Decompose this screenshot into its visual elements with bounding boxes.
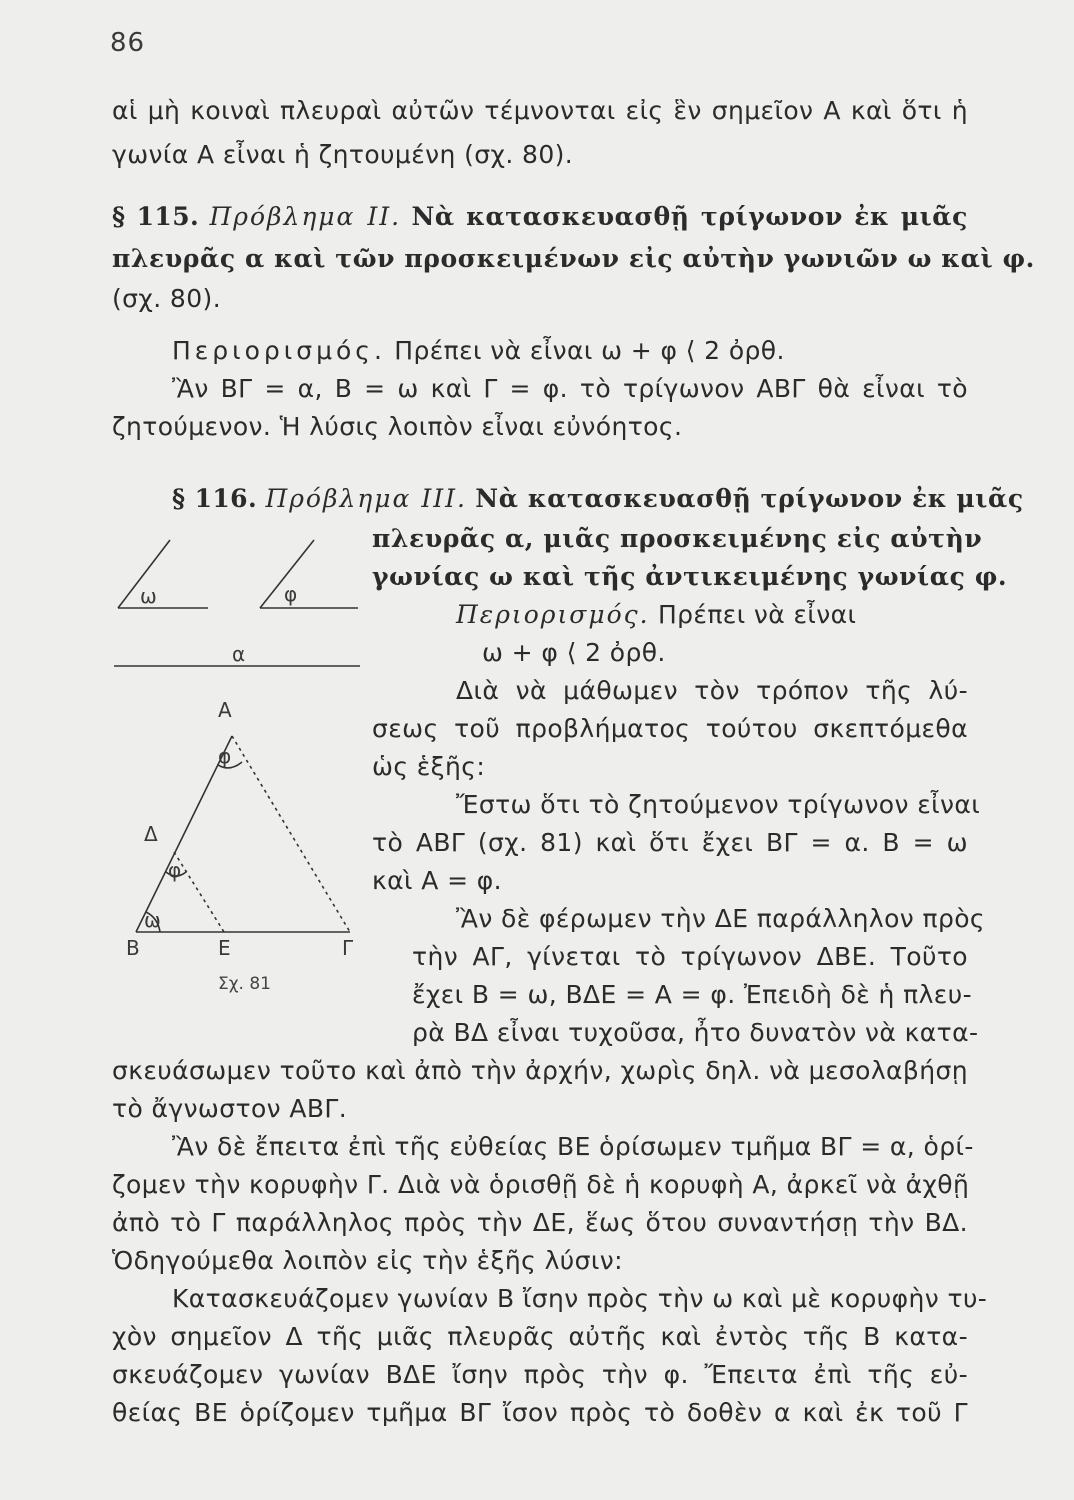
figure-81 — [100, 500, 380, 1000]
text-line: ρὰ ΒΔ εἶναι τυχοῦσα, ἦτο δυνατὸν νὰ κατα- — [412, 1018, 979, 1047]
text-line: θείας ΒΕ ὁρίζομεν τμῆμα ΒΓ ἴσον πρὸς τὸ δοθὲν α καὶ ἐκ τοῦ Γ — [112, 1398, 968, 1427]
text-line: αἱ μὴ κοιναὶ πλευραὶ αὐτῶν τέμνονται εἰς ἓν σημεῖον Α καὶ ὅτι ἡ — [112, 96, 968, 125]
text-line: τὸ ἄγνωστον ΑΒΓ. — [112, 1094, 348, 1123]
figure-81-drawing — [100, 500, 380, 1000]
restriction-line — [172, 336, 1028, 365]
page-number: 86 — [110, 28, 146, 58]
side-AG — [232, 736, 350, 932]
text-line: ζητούμενον. Ἡ λύσις λοιπὸν εἶναι εὐνόητος. — [112, 412, 683, 441]
text-line: Ὁδηγούμεθα λοιπὸν εἰς τὴν ἑξῆς λύσιν: — [112, 1246, 623, 1275]
section-115-heading — [112, 202, 968, 231]
text-line: σκευάζομεν γωνίαν ΒΔΕ ἴσην πρὸς τὴν φ. Ἔπειτα ἐπὶ τῆς εὐ- — [112, 1360, 968, 1389]
text-line: ζομεν τὴν κορυφὴν Γ. Διὰ νὰ ὁρισθῇ δὲ ἡ κορυφὴ Α, ἀρκεῖ νὰ ἀχθῇ — [112, 1170, 970, 1199]
restriction-line — [456, 600, 968, 629]
section-number: § 116. — [172, 484, 258, 513]
text-line: τὴν ΑΓ, γίνεται τὸ τρίγωνον ΔΒΕ. Τοῦτο — [412, 942, 968, 971]
problem-title: Νὰ κατασκευασθῇ τρίγωνον ἐκ μιᾶς — [411, 202, 968, 231]
text-line: Ἂν δὲ ἔπειτα ἐπὶ τῆς εὐθείας ΒΕ ὁρίσωμεν τμῆμα ΒΓ = α, ὁρί- — [172, 1132, 974, 1161]
problem-title: Νὰ κατασκευασθῇ τρίγωνον ἐκ μιᾶς — [475, 484, 1024, 513]
vertex-G-label: Γ — [342, 936, 354, 960]
text-line: χὸν σημεῖον Δ τῆς μιᾶς πλευρᾶς αὐτῆς καὶ ἐντὸς τῆς Β κατα- — [112, 1322, 968, 1351]
section-number: § 115. — [112, 202, 200, 231]
angle-omega-label: ω — [140, 584, 157, 608]
angle-omega-at-B: ω — [144, 908, 161, 932]
problem-title-cont: πλευρᾶς α καὶ τῶν προσκειμένων εἰς αὐτὴν γωνιῶν ω καὶ φ. — [112, 244, 1035, 273]
restriction-text-2: ω + φ ⟨ 2 ὀρθ. — [482, 638, 666, 667]
problem-title-cont: γωνίας ω καὶ τῆς ἀντικειμένης γωνίας φ. — [372, 562, 1008, 591]
text-line: ὡς ἑξῆς: — [372, 752, 486, 781]
segment-alpha-label: α — [232, 642, 246, 666]
text-line: Κατασκευάζομεν γωνίαν Β ἴσην πρὸς τὴν ω καὶ μὲ κορυφὴν τυ- — [172, 1284, 988, 1313]
problem-label: Πρόβλημα II. — [209, 202, 402, 231]
figure-reference: (σχ. 80). — [112, 284, 222, 313]
angle-phi-at-D: φ — [168, 858, 182, 882]
vertex-D-label: Δ — [144, 822, 158, 846]
text-line: Ἔστω ὅτι τὸ ζητούμενον τρίγωνον εἶναι — [456, 790, 981, 819]
point-E-label: Ε — [218, 936, 231, 960]
restriction-text: Πρέπει νὰ εἶναι — [657, 600, 857, 629]
text-line: ἔχει Β = ω, ΒΔΕ = Α = φ. Ἐπειδὴ δὲ ἡ πλευ- — [412, 980, 972, 1009]
restriction-label: Περιορισμός. — [456, 600, 650, 629]
text-line: Ἂν ΒΓ = α, Β = ω καὶ Γ = φ. τὸ τρίγωνον ΑΒΓ θὰ εἶναι τὸ — [172, 374, 968, 403]
problem-label: Πρόβλημα III. — [265, 484, 467, 513]
text-line: ἀπὸ τὸ Γ παράλληλος πρὸς τὴν ΔΕ, ἕως ὅτου συναντήσῃ τὴν ΒΔ. — [112, 1208, 968, 1237]
restriction-label: Περιορισμός. — [172, 336, 386, 365]
angle-phi-at-A: φ — [218, 744, 232, 768]
text-line: σεως τοῦ προβλήματος τούτου σκεπτόμεθα — [372, 714, 968, 743]
figure-caption: Σχ. 81 — [218, 974, 272, 994]
restriction-text: Πρέπει νὰ εἶναι ω + φ ⟨ 2 ὀρθ. — [394, 336, 785, 365]
text-line: Διὰ νὰ μάθωμεν τὸν τρόπον τῆς λύ- — [456, 676, 968, 705]
vertex-A-label: Α — [218, 698, 232, 722]
text-line: σκευάσωμεν τοῦτο καὶ ἀπὸ τὴν ἀρχήν, χωρὶς δηλ. νὰ μεσολαβήσῃ — [112, 1056, 968, 1085]
problem-title-cont: πλευρᾶς α, μιᾶς προσκειμένης εἰς αὐτὴν — [372, 524, 983, 553]
text-line: γωνία Α εἶναι ἡ ζητουμένη (σχ. 80). — [112, 140, 574, 169]
segment-DE — [174, 852, 224, 932]
text-line: Ἂν δὲ φέρωμεν τὴν ΔΕ παράλληλον πρὸς — [456, 904, 985, 933]
text-line: καὶ Α = φ. — [372, 866, 503, 895]
vertex-B-label: Β — [126, 936, 140, 960]
angle-phi-label: φ — [284, 582, 298, 606]
text-line: τὸ ΑΒΓ (σχ. 81) καὶ ὅτι ἔχει ΒΓ = α. Β = ω — [372, 828, 968, 857]
